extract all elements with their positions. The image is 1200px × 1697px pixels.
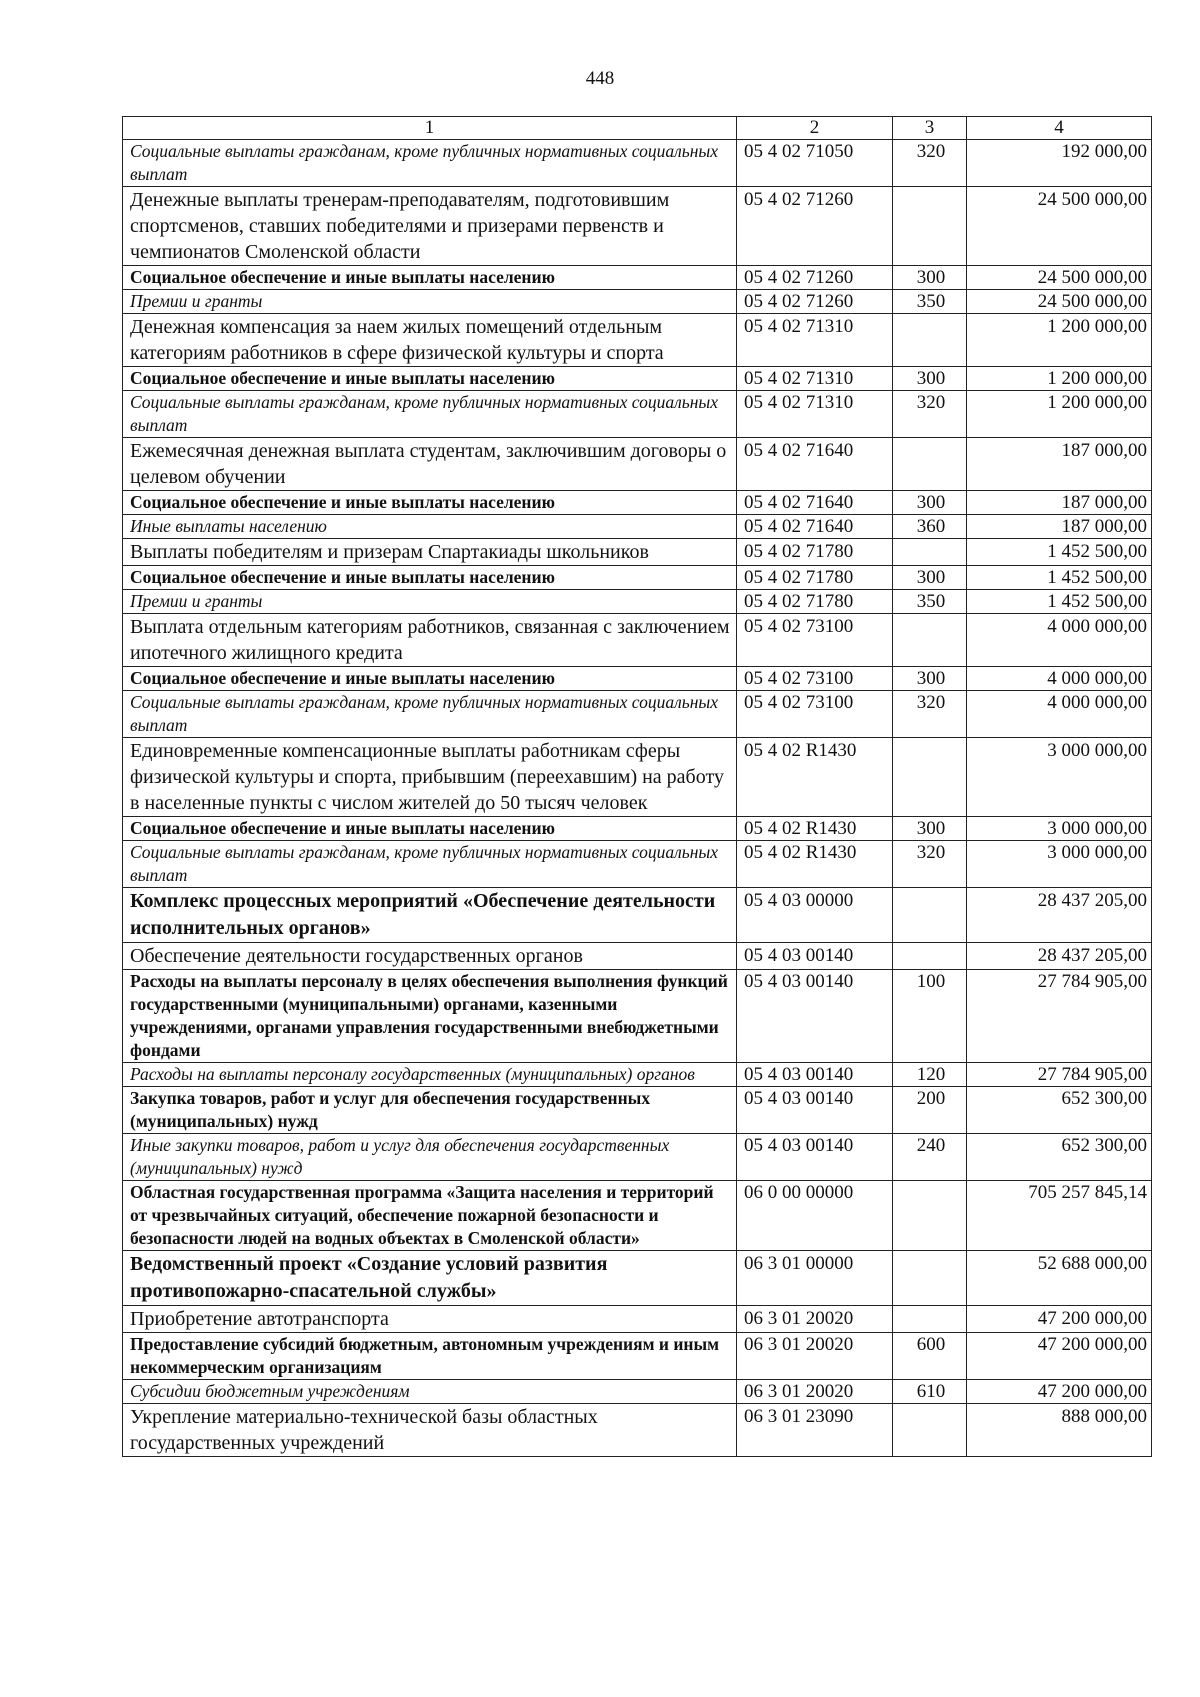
- row-amount: 4 000 000,00: [967, 614, 1152, 667]
- row-name: Социальное обеспечение и иные выплаты населению: [123, 667, 737, 691]
- table-row: [123, 1251, 1152, 1306]
- row-vr: 320: [893, 140, 967, 187]
- row-vr: [893, 888, 967, 943]
- table-row: [123, 187, 1152, 266]
- row-vr: 600: [893, 1333, 967, 1380]
- row-vr: 300: [893, 667, 967, 691]
- row-code: 05 4 02 R1430: [737, 841, 893, 888]
- row-vr: 300: [893, 266, 967, 290]
- row-code: 05 4 03 00140: [737, 1134, 893, 1181]
- row-code: 06 3 01 20020: [737, 1306, 893, 1333]
- row-amount: 652 300,00: [967, 1134, 1152, 1181]
- row-name: Социальные выплаты гражданам, кроме публичных нормативных социальных выплат: [123, 691, 737, 738]
- row-amount: 24 500 000,00: [967, 266, 1152, 290]
- row-code: 05 4 02 71310: [737, 314, 893, 367]
- row-name: Единовременные компенсационные выплаты работникам сферы физической культуры и спорта, прибывшим (переехавшим) на работу в населенные пункты с числом жителей до 50 тысяч человек: [123, 738, 737, 817]
- row-name: Премии и гранты: [123, 290, 737, 314]
- table-row: [123, 1063, 1152, 1087]
- row-amount: 28 437 205,00: [967, 943, 1152, 970]
- row-vr: 240: [893, 1134, 967, 1181]
- table-row: [123, 1087, 1152, 1134]
- table-row: [123, 817, 1152, 841]
- row-amount: 1 200 000,00: [967, 367, 1152, 391]
- row-vr: 300: [893, 367, 967, 391]
- table-row: [123, 667, 1152, 691]
- table-row: [123, 1134, 1152, 1181]
- row-amount: 3 000 000,00: [967, 817, 1152, 841]
- header-name: 1: [123, 117, 737, 140]
- row-name: Предоставление субсидий бюджетным, автономным учреждениям и иным некоммерческим организациям: [123, 1333, 737, 1380]
- row-name: Социальное обеспечение и иные выплаты населению: [123, 266, 737, 290]
- row-amount: 27 784 905,00: [967, 970, 1152, 1063]
- table-row: [123, 1306, 1152, 1333]
- table-row: [123, 491, 1152, 515]
- row-name: Закупка товаров, работ и услуг для обеспечения государственных (муниципальных) нужд: [123, 1087, 737, 1134]
- table-row: [123, 539, 1152, 566]
- row-code: 06 3 01 20020: [737, 1333, 893, 1380]
- row-name: Премии и гранты: [123, 590, 737, 614]
- row-amount: 47 200 000,00: [967, 1306, 1152, 1333]
- table-body: [123, 140, 1152, 1457]
- row-code: 05 4 02 73100: [737, 614, 893, 667]
- table-row: [123, 1404, 1152, 1457]
- row-name: Ведомственный проект «Создание условий развития противопожарно-спасательной службы»: [123, 1251, 737, 1306]
- row-vr: 610: [893, 1380, 967, 1404]
- row-name: Иные выплаты населению: [123, 515, 737, 539]
- table-row: [123, 738, 1152, 817]
- row-amount: 888 000,00: [967, 1404, 1152, 1457]
- row-code: 05 4 02 71640: [737, 515, 893, 539]
- table-row: [123, 590, 1152, 614]
- row-amount: 1 452 500,00: [967, 566, 1152, 590]
- row-amount: 187 000,00: [967, 438, 1152, 491]
- row-code: 05 4 02 71640: [737, 491, 893, 515]
- row-vr: [893, 943, 967, 970]
- row-vr: 360: [893, 515, 967, 539]
- row-amount: 52 688 000,00: [967, 1251, 1152, 1306]
- row-name: Расходы на выплаты персоналу государственных (муниципальных) органов: [123, 1063, 737, 1087]
- row-name: Комплекс процессных мероприятий «Обеспечение деятельности исполнительных органов»: [123, 888, 737, 943]
- row-code: 05 4 03 00140: [737, 1087, 893, 1134]
- row-code: 05 4 02 71310: [737, 391, 893, 438]
- row-vr: 300: [893, 491, 967, 515]
- row-code: 05 4 02 73100: [737, 667, 893, 691]
- row-amount: 47 200 000,00: [967, 1380, 1152, 1404]
- row-amount: 47 200 000,00: [967, 1333, 1152, 1380]
- row-name: Приобретение автотранспорта: [123, 1306, 737, 1333]
- row-vr: [893, 539, 967, 566]
- row-code: 06 0 00 00000: [737, 1181, 893, 1251]
- header-amount: 4: [967, 117, 1152, 140]
- row-amount: 187 000,00: [967, 491, 1152, 515]
- row-code: 05 4 02 71780: [737, 539, 893, 566]
- row-amount: 1 452 500,00: [967, 539, 1152, 566]
- row-vr: 320: [893, 391, 967, 438]
- row-vr: [893, 1306, 967, 1333]
- row-code: 05 4 02 73100: [737, 691, 893, 738]
- row-vr: 300: [893, 566, 967, 590]
- row-code: 05 4 02 R1430: [737, 817, 893, 841]
- row-code: 05 4 02 71260: [737, 187, 893, 266]
- row-code: 05 4 02 71050: [737, 140, 893, 187]
- row-amount: 1 452 500,00: [967, 590, 1152, 614]
- row-vr: [893, 438, 967, 491]
- row-code: 05 4 03 00140: [737, 970, 893, 1063]
- row-name: Социальное обеспечение и иные выплаты населению: [123, 817, 737, 841]
- row-vr: 350: [893, 590, 967, 614]
- row-name: Денежная компенсация за наем жилых помещений отдельным категориям работников в сфере физической культуры и спорта: [123, 314, 737, 367]
- row-name: Иные закупки товаров, работ и услуг для обеспечения государственных (муниципальных) нужд: [123, 1134, 737, 1181]
- page-number: 448: [585, 68, 615, 89]
- row-name: Социальное обеспечение и иные выплаты населению: [123, 566, 737, 590]
- row-vr: [893, 1404, 967, 1457]
- row-vr: 320: [893, 841, 967, 888]
- row-vr: [893, 1251, 967, 1306]
- row-amount: 3 000 000,00: [967, 841, 1152, 888]
- row-amount: 1 200 000,00: [967, 314, 1152, 367]
- row-amount: 1 200 000,00: [967, 391, 1152, 438]
- row-amount: 4 000 000,00: [967, 691, 1152, 738]
- row-amount: 27 784 905,00: [967, 1063, 1152, 1087]
- row-vr: [893, 614, 967, 667]
- row-name: Областная государственная программа «Защита населения и территорий от чрезвычайных ситуаций, обеспечение пожарной безопасности и безопасности людей на водных объектах в Смоленской области»: [123, 1181, 737, 1251]
- row-code: 06 3 01 20020: [737, 1380, 893, 1404]
- table-row: [123, 943, 1152, 970]
- row-name: Ежемесячная денежная выплата студентам, заключившим договоры о целевом обучении: [123, 438, 737, 491]
- table-row: [123, 691, 1152, 738]
- table-row: [123, 970, 1152, 1063]
- row-name: Субсидии бюджетным учреждениям: [123, 1380, 737, 1404]
- row-amount: 24 500 000,00: [967, 290, 1152, 314]
- row-code: 05 4 02 71780: [737, 590, 893, 614]
- row-amount: 4 000 000,00: [967, 667, 1152, 691]
- row-amount: 192 000,00: [967, 140, 1152, 187]
- row-vr: [893, 187, 967, 266]
- row-amount: 705 257 845,14: [967, 1181, 1152, 1251]
- row-vr: [893, 738, 967, 817]
- table-row: [123, 566, 1152, 590]
- table-row: [123, 614, 1152, 667]
- table-row: [123, 438, 1152, 491]
- row-name: Социальные выплаты гражданам, кроме публичных нормативных социальных выплат: [123, 841, 737, 888]
- row-code: 06 3 01 00000: [737, 1251, 893, 1306]
- row-name: Социальное обеспечение и иные выплаты населению: [123, 491, 737, 515]
- row-name: Выплаты победителям и призерам Спартакиады школьников: [123, 539, 737, 566]
- table-row: [123, 391, 1152, 438]
- table-row: [123, 314, 1152, 367]
- row-name: Выплата отдельным категориям работников, связанная с заключением ипотечного жилищного кредита: [123, 614, 737, 667]
- table-row: [123, 1333, 1152, 1380]
- row-code: 05 4 02 71310: [737, 367, 893, 391]
- table-row: [123, 367, 1152, 391]
- row-code: 05 4 03 00000: [737, 888, 893, 943]
- row-name: Социальные выплаты гражданам, кроме публичных нормативных социальных выплат: [123, 140, 737, 187]
- table-row: [123, 841, 1152, 888]
- table-row: [123, 888, 1152, 943]
- row-amount: 3 000 000,00: [967, 738, 1152, 817]
- row-code: 05 4 02 71640: [737, 438, 893, 491]
- row-vr: 120: [893, 1063, 967, 1087]
- budget-table: [122, 116, 1152, 1457]
- header-code: 2: [737, 117, 893, 140]
- row-code: 05 4 02 71260: [737, 290, 893, 314]
- row-vr: 350: [893, 290, 967, 314]
- table-row: [123, 1380, 1152, 1404]
- row-amount: 28 437 205,00: [967, 888, 1152, 943]
- row-code: 05 4 03 00140: [737, 1063, 893, 1087]
- row-name: Расходы на выплаты персоналу в целях обеспечения выполнения функций государственными (муниципальными) органами, казенными учреждениями, органами управления государственными внебюджетными фондами: [123, 970, 737, 1063]
- row-vr: 200: [893, 1087, 967, 1134]
- table-row: [123, 266, 1152, 290]
- table-row: [123, 140, 1152, 187]
- row-code: 05 4 02 71780: [737, 566, 893, 590]
- row-name: Денежные выплаты тренерам-преподавателям, подготовившим спортсменов, ставших победителями и призерами первенств и чемпионатов Смоленской области: [123, 187, 737, 266]
- row-code: 06 3 01 23090: [737, 1404, 893, 1457]
- table-header-row: [123, 117, 1152, 140]
- row-amount: 652 300,00: [967, 1087, 1152, 1134]
- row-vr: 100: [893, 970, 967, 1063]
- row-amount: 187 000,00: [967, 515, 1152, 539]
- row-name: Обеспечение деятельности государственных органов: [123, 943, 737, 970]
- row-vr: 320: [893, 691, 967, 738]
- row-code: 05 4 02 71260: [737, 266, 893, 290]
- row-name: Социальные выплаты гражданам, кроме публичных нормативных социальных выплат: [123, 391, 737, 438]
- row-name: Социальное обеспечение и иные выплаты населению: [123, 367, 737, 391]
- row-code: 05 4 03 00140: [737, 943, 893, 970]
- row-amount: 24 500 000,00: [967, 187, 1152, 266]
- table-row: [123, 515, 1152, 539]
- row-vr: 300: [893, 817, 967, 841]
- row-name: Укрепление материально-технической базы областных государственных учреждений: [123, 1404, 737, 1457]
- row-code: 05 4 02 R1430: [737, 738, 893, 817]
- table-row: [123, 290, 1152, 314]
- row-vr: [893, 314, 967, 367]
- header-vr: 3: [893, 117, 967, 140]
- table-row: [123, 1181, 1152, 1251]
- row-vr: [893, 1181, 967, 1251]
